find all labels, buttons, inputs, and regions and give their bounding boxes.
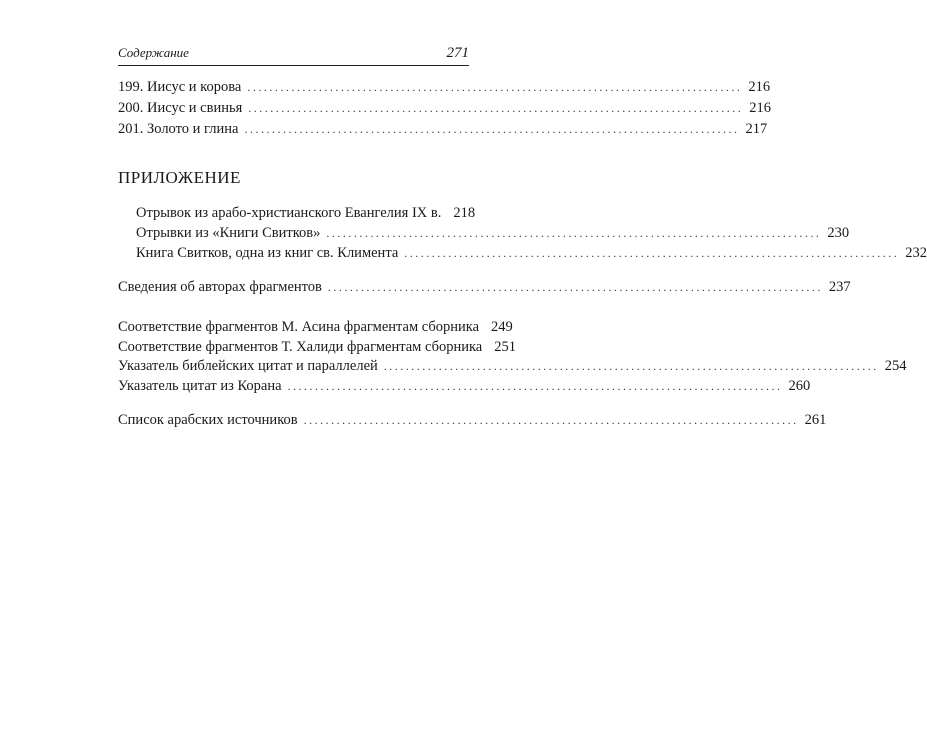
leader-dots: .......................................................................................... [327,280,823,294]
toc-entry-title: Список арабских источников [118,412,298,428]
index-entry-title: Указатель цитат из Корана [118,378,282,394]
appendix-entry-title: Книга Свитков, одна из книг св. Климента [136,245,399,261]
index-entry-page: 260 [788,378,811,394]
appendix-entry-title: Отрывки из «Книги Свитков» [136,225,321,241]
index-entry-title: Соответствие фрагментов Т. Халиди фрагментам сборника [118,339,483,355]
appendix-entry-page: 232 [905,245,927,261]
appendix-entry[interactable] [136,243,927,263]
appendix-entry-title: Отрывок из арабо-христианского Евангелия IX в. [136,205,442,221]
running-header [118,45,469,66]
toc-entry[interactable] [118,119,768,139]
toc-entry-page: 261 [804,412,827,428]
toc-entry[interactable] [118,98,772,118]
leader-dots: .......................................................................................... [248,101,744,115]
leader-dots: .......................................................................................... [244,122,740,136]
appendix-entry-page: 218 [453,205,476,221]
index-entry-page: 251 [494,339,516,355]
leader-dots: .......................................................................................... [383,359,879,373]
appendix-entry[interactable] [136,203,476,223]
toc-entry-page: 216 [749,100,772,116]
index-entry-page: 249 [491,319,513,335]
index-entry[interactable] [118,317,513,337]
appendix-entry[interactable] [136,223,850,243]
index-entry-title: Указатель библейских цитат и параллелей [118,358,378,374]
leader-dots: .......................................................................................... [303,413,799,427]
running-header-section: Содержание [118,45,189,60]
index-entry[interactable] [118,376,811,396]
leader-dots: .......................................................................................... [247,80,743,94]
index-entry-page: 254 [884,358,907,374]
toc-entry-sources[interactable] [118,410,827,430]
toc-entry-title: 199. Иисус и корова [118,79,242,95]
index-entry[interactable] [118,356,907,376]
toc-entry-title: 201. Золото и глина [118,121,239,137]
toc-entry-page: 237 [828,279,851,295]
appendix-heading: ПРИЛОЖЕНИЕ [118,168,241,187]
toc-entry[interactable] [118,77,771,97]
index-entry[interactable] [118,337,516,357]
page-number: 271 [446,45,469,61]
leader-dots: .......................................................................................... [287,379,783,393]
toc-entry-page: 216 [748,79,771,95]
leader-dots: .......................................................................................... [326,226,822,240]
leader-dots: .......................................................................................... [404,246,900,260]
toc-entry-title: Сведения об авторах фрагментов [118,279,322,295]
toc-entry-title: 200. Иисус и свинья [118,100,243,116]
toc-entry-authors[interactable] [118,277,851,297]
toc-entry-page: 217 [745,121,768,137]
appendix-entry-page: 230 [827,225,850,241]
index-entry-title: Соответствие фрагментов М. Асина фрагментам сборника [118,319,480,335]
